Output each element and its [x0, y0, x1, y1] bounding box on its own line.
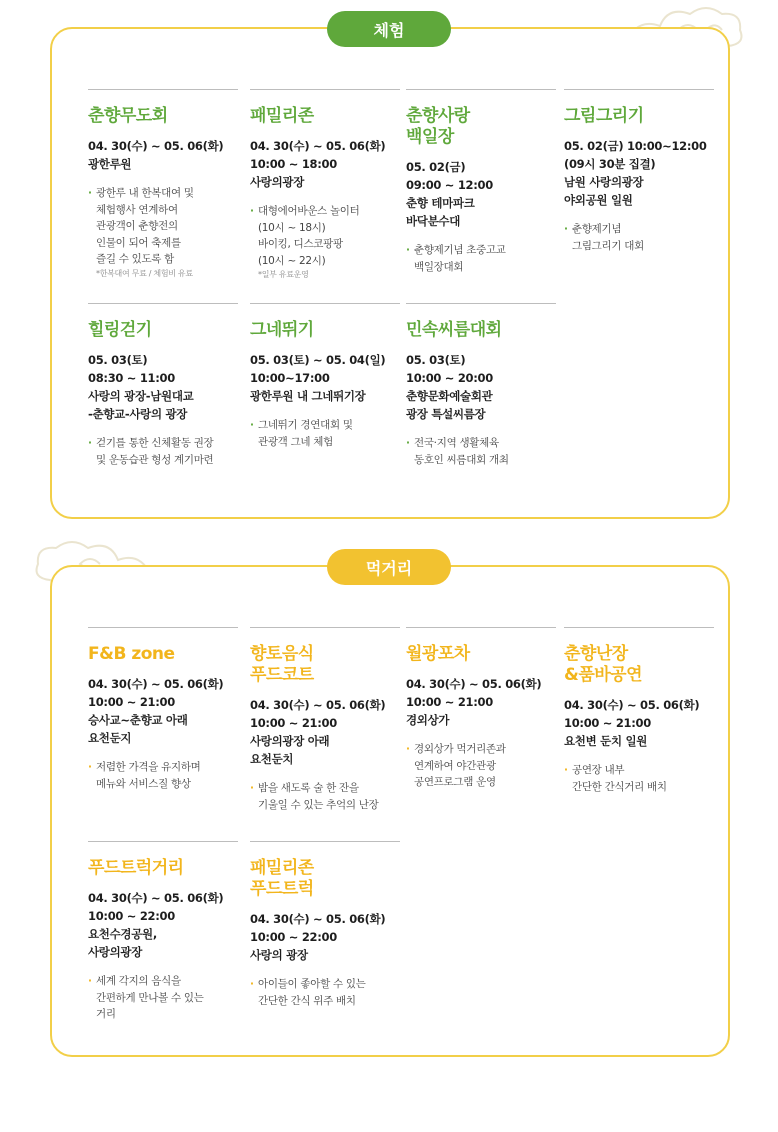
program-description: · 걷기를 통한 신체활동 권장 및 운동습관 형성 계기마련: [88, 435, 238, 468]
program-description: · 춘향제기념 그림그리기 대회: [564, 221, 714, 254]
program-item: [564, 627, 714, 795]
program-title: 민속씨름대회: [406, 320, 502, 340]
divider: [250, 627, 400, 628]
program-item: [250, 841, 400, 1009]
program-schedule: 04. 30(수) ~ 05. 06(화) 10:00 ~ 22:00 사랑의 광장: [250, 912, 386, 962]
program-title: 그림그리기: [564, 106, 644, 126]
program-schedule: 05. 02(금) 10:00~12:00 (09시 30분 집결) 남원 사랑의광장 야외공원 일원: [564, 139, 707, 207]
food-section: [50, 558, 730, 1057]
program-title: F&B zone: [88, 644, 175, 664]
divider: [406, 303, 556, 304]
program-schedule: 04. 30(수) ~ 05. 06(화) 10:00 ~ 21:00 요천변 둔치 일원: [564, 698, 700, 748]
program-description: · 그네뛰기 경연대회 및 관광객 그네 체험: [250, 417, 400, 450]
program-schedule: 04. 30(수) ~ 05. 06(화) 10:00 ~ 18:00 사랑의광장: [250, 139, 386, 189]
divider: [406, 627, 556, 628]
program-item: [88, 303, 238, 468]
program-schedule: 04. 30(수) ~ 05. 06(화) 10:00 ~ 21:00 경외상가: [406, 677, 542, 727]
program-title: 월광포차: [406, 644, 470, 664]
program-title: 그네뛰기: [250, 320, 314, 340]
program-title: 패밀리존 푸드트럭: [250, 858, 314, 899]
program-schedule: 04. 30(수) ~ 05. 06(화) 10:00 ~ 22:00 요천수경공원, 사랑의광장: [88, 891, 224, 959]
divider: [564, 89, 714, 90]
program-item: [564, 89, 714, 254]
section-label-food: 먹거리: [327, 549, 451, 585]
program-description: · 세계 각지의 음식을 간편하게 만나볼 수 있는 거리: [88, 973, 238, 1023]
program-description: · 밤을 새도록 술 한 잔을 기울일 수 있는 추억의 난장: [250, 780, 400, 813]
program-item: [406, 303, 556, 468]
program-item: [250, 89, 400, 281]
program-schedule: 05. 03(토) 10:00 ~ 20:00 춘향문화예술회관 광장 특설씨름장: [406, 353, 493, 421]
program-description: · 경외상가 먹거리존과 연계하여 야간관광 공연프로그램 운영: [406, 741, 556, 791]
program-description: · 춘향제기념 초중고교 백일장대회: [406, 242, 556, 275]
program-title: 춘향무도회: [88, 106, 168, 126]
program-item: [88, 841, 238, 1023]
experience-section: [50, 20, 730, 519]
divider: [406, 89, 556, 90]
divider: [88, 627, 238, 628]
program-item: [250, 627, 400, 813]
divider: [250, 89, 400, 90]
program-description: · 공연장 내부 간단한 간식거리 배치: [564, 762, 714, 795]
program-item: [88, 627, 238, 792]
divider: [250, 841, 400, 842]
divider: [564, 627, 714, 628]
section-label-experience: 체험: [327, 11, 451, 47]
divider: [88, 89, 238, 90]
program-description: · 전국·지역 생활체육 동호인 씨름대회 개최: [406, 435, 556, 468]
program-title: 춘향사랑 백일장: [406, 106, 470, 147]
program-note: *일부 유료운영: [258, 270, 309, 279]
program-schedule: 05. 02(금) 09:00 ~ 12:00 춘향 테마파크 바닥분수대: [406, 160, 493, 228]
program-description: · 광한루 내 한복대여 및 체험행사 연계하여 관광객이 춘향전의 인물이 되어 축제를 즐길 수 있도록 함: [88, 185, 238, 268]
program-note: *한복대여 무료 / 체험비 유료: [96, 268, 193, 278]
program-description: · 아이들이 좋아할 수 있는 간단한 간식 위주 배치: [250, 976, 400, 1009]
program-item: [88, 89, 238, 280]
program-schedule: 04. 30(수) ~ 05. 06(화) 10:00 ~ 21:00 사랑의광장 아래 요천둔치: [250, 698, 386, 766]
program-schedule: 05. 03(토) ~ 05. 04(일) 10:00~17:00 광한루원 내 그네뛰기장: [250, 353, 386, 403]
program-schedule: 04. 30(수) ~ 05. 06(화) 광한루원: [88, 139, 224, 171]
program-item: [406, 89, 556, 275]
program-item: [406, 627, 556, 791]
program-title: 푸드트럭거리: [88, 858, 184, 878]
program-title: 춘향난장 &품바공연: [564, 644, 643, 685]
divider: [88, 841, 238, 842]
program-title: 향토음식 푸드코트: [250, 644, 314, 685]
program-description: · 저렴한 가격을 유지하며 메뉴와 서비스질 향상: [88, 759, 238, 792]
program-description: · 대형에어바운스 놀이터 (10시 ~ 18시) 바이킹, 디스코팡팡 (10시 ~ 22시): [250, 203, 400, 269]
program-schedule: 05. 03(토) 08:30 ~ 11:00 사랑의 광장-남원대교 -춘향교-사랑의 광장: [88, 353, 194, 421]
program-title: 패밀리존: [250, 106, 314, 126]
program-schedule: 04. 30(수) ~ 05. 06(화) 10:00 ~ 21:00 승사교~춘향교 아래 요천둔지: [88, 677, 224, 745]
program-item: [250, 303, 400, 450]
program-title: 힐링걷기: [88, 320, 152, 340]
divider: [88, 303, 238, 304]
divider: [250, 303, 400, 304]
